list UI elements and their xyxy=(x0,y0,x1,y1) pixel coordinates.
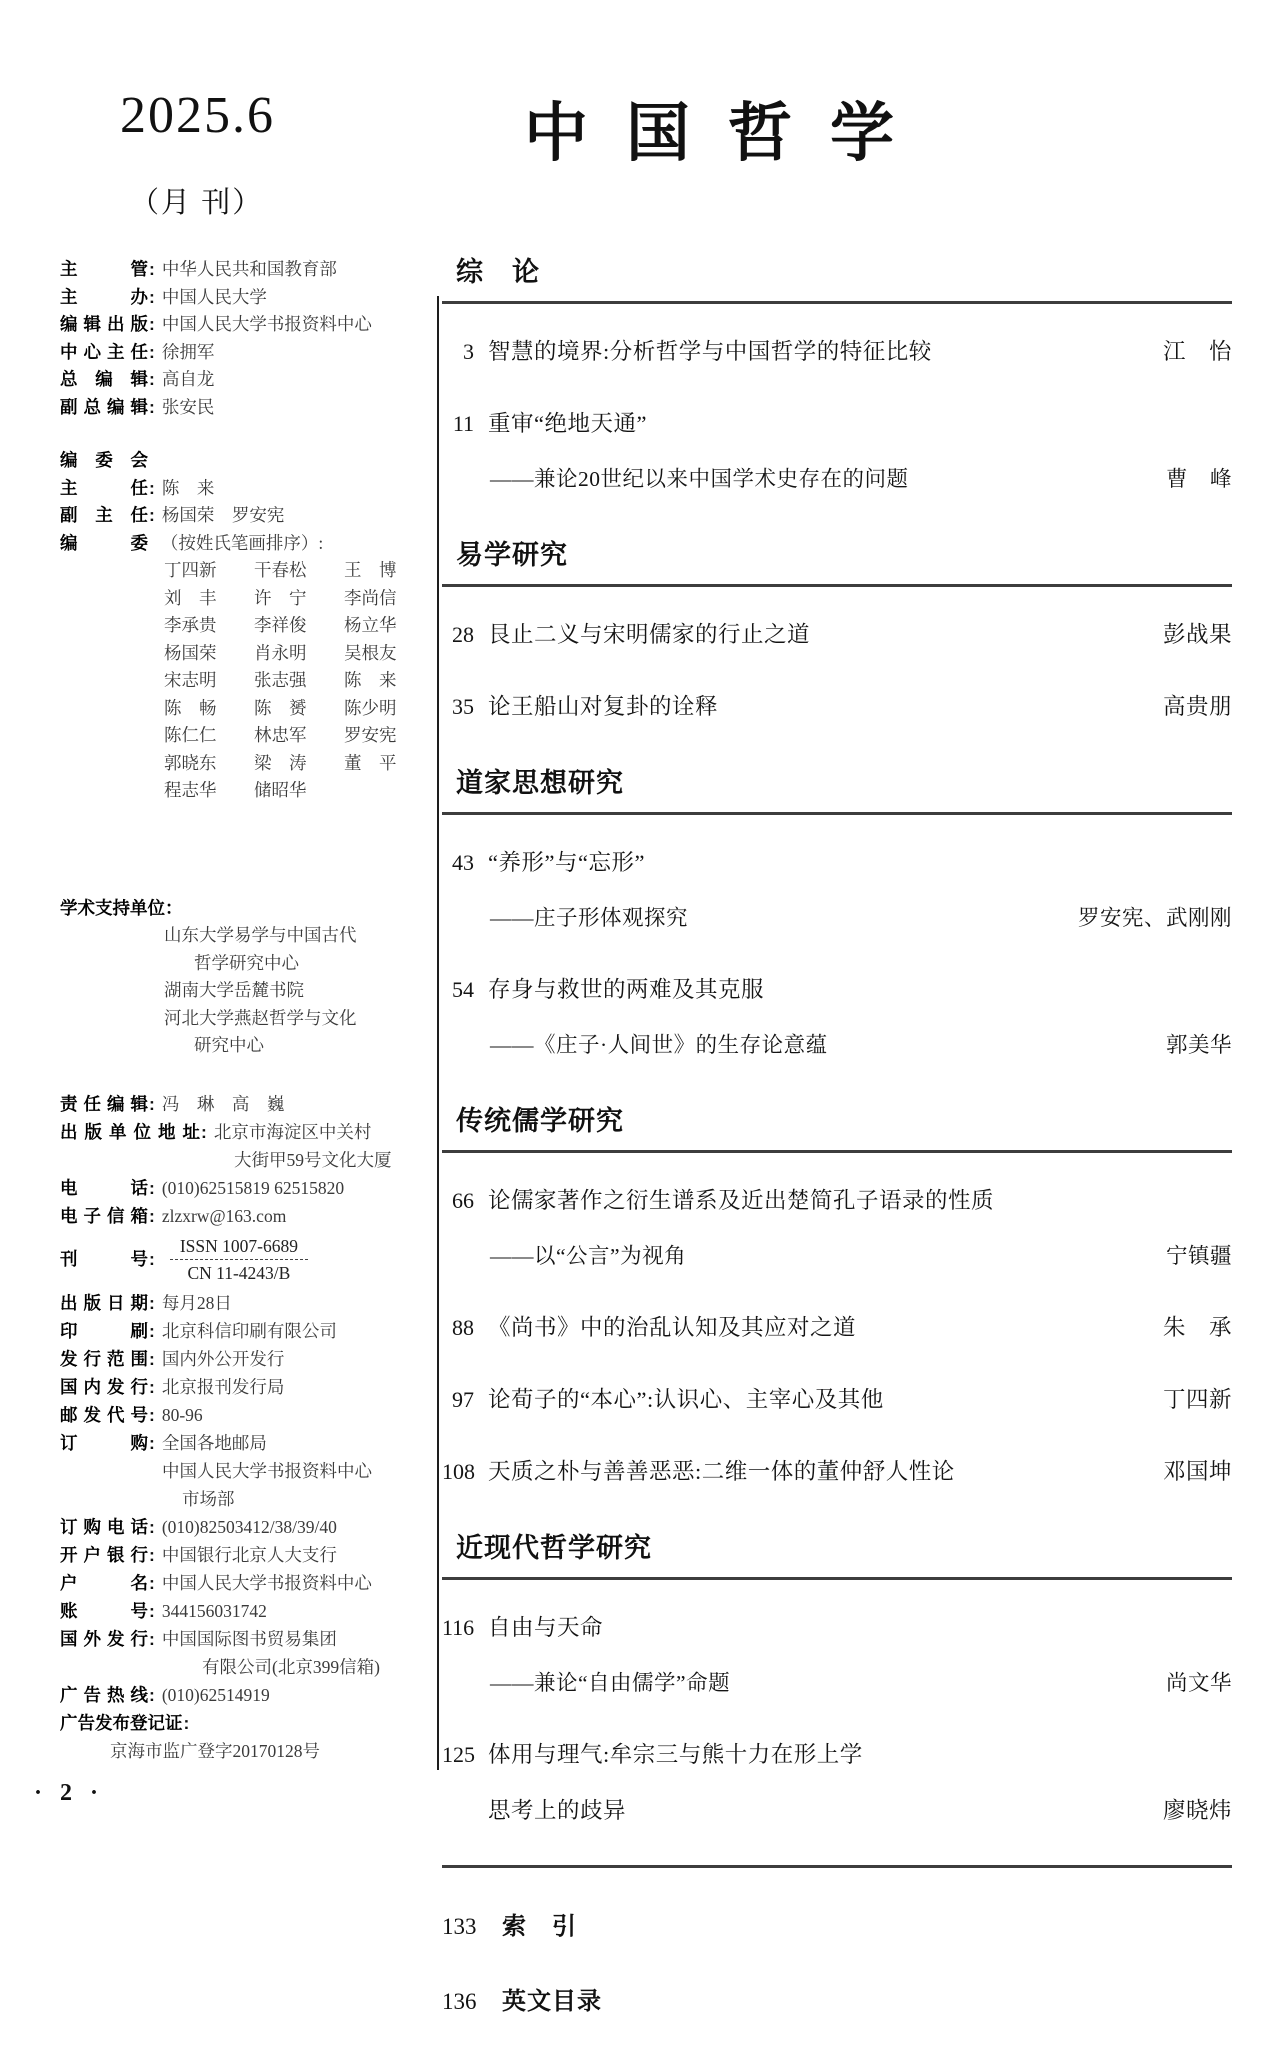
info-label: 刊号 xyxy=(60,1249,148,1269)
info-row xyxy=(60,1625,436,1653)
info-value: 344156031742 xyxy=(161,1600,267,1621)
toc-back-entry xyxy=(442,1906,1232,1941)
info-value: (010)62515819 62515820 xyxy=(161,1177,345,1198)
member-name: 储昭华 xyxy=(254,780,307,800)
academic-support-block xyxy=(60,895,436,1060)
column-divider-line xyxy=(437,296,439,1770)
toc-section-title: 近现代哲学研究 xyxy=(442,1526,1232,1580)
toc-entry-page: 43 xyxy=(452,850,474,875)
toc-entry-author: 罗安宪、武刚刚 xyxy=(1077,906,1232,930)
member-row xyxy=(164,777,436,805)
info-label: 户名 xyxy=(60,1572,148,1593)
member-name: 陈少明 xyxy=(344,697,397,718)
editorial-board-heading-row xyxy=(60,447,436,475)
info-value-line: 有限公司(北京399信箱) xyxy=(202,1656,380,1677)
toc-entry-page: 54 xyxy=(452,977,474,1002)
info-label: 副总编辑 xyxy=(60,396,148,417)
info-value: 中国人民大学书报资料中心 xyxy=(161,1572,372,1593)
info-value: 80-96 xyxy=(161,1404,203,1425)
publication-info-column xyxy=(60,256,436,1765)
info-value: 中国人民大学书报资料中心 xyxy=(161,314,372,334)
member-row xyxy=(164,695,436,723)
member-name: 李承贵 xyxy=(164,615,217,635)
label-colon: : xyxy=(149,1376,155,1397)
toc-section-title: 易学研究 xyxy=(442,533,1232,587)
info-label: 订购电话 xyxy=(60,1516,148,1537)
info-value: 国内外公开发行 xyxy=(161,1348,285,1369)
toc-entry-title: “养形”与“忘形” xyxy=(488,850,645,875)
toc-entry xyxy=(442,689,1232,721)
info-value: 中国国际图书贸易集团 xyxy=(161,1628,337,1649)
info-value-line: 市场部 xyxy=(182,1488,235,1509)
toc-entry-page: 136 xyxy=(442,1989,477,2014)
toc-entry-subtitle: ——兼论20世纪以来中国学术史存在的问题 xyxy=(490,467,909,491)
label-colon: : xyxy=(149,1177,155,1198)
member-name: 董 平 xyxy=(344,752,397,773)
toc-section-title: 传统儒学研究 xyxy=(442,1099,1232,1153)
info-label: 中心主任 xyxy=(60,341,148,362)
info-label: 开户银行 xyxy=(60,1544,148,1565)
academic-support-lines xyxy=(60,922,436,1060)
toc-entry-subtitle: ——《庄子·人间世》的生存论意蕴 xyxy=(490,1033,828,1057)
academic-support-line: 研究中心 xyxy=(194,1035,264,1055)
label-colon: : xyxy=(149,1404,155,1425)
label-colon: : xyxy=(149,1205,155,1226)
label-colon: : xyxy=(149,286,155,307)
info-row xyxy=(60,1090,436,1118)
toc-entry-subtitle-line xyxy=(442,1028,1232,1059)
academic-support-line: 哲学研究中心 xyxy=(194,952,299,973)
academic-support-line: 河北大学燕赵哲学与文化 xyxy=(164,1007,357,1028)
info-label: 副主任 xyxy=(60,505,148,525)
toc-section xyxy=(442,1099,1232,1486)
academic-support-line: 山东大学易学与中国古代 xyxy=(164,925,357,945)
toc-entry-subtitle: ——庄子形体观探究 xyxy=(490,906,689,930)
info-label: 国外发行 xyxy=(60,1628,148,1649)
info-row xyxy=(60,339,436,367)
toc-entry xyxy=(442,1454,1232,1486)
toc-entry-page: 35 xyxy=(452,694,474,719)
info-row xyxy=(60,284,436,312)
member-name: 李祥俊 xyxy=(254,615,307,635)
info-row xyxy=(60,1118,436,1146)
info-row xyxy=(60,1709,436,1737)
member-name: 林忠军 xyxy=(254,725,307,745)
info-label: 广告热线 xyxy=(60,1684,148,1705)
info-value: 陈 来 xyxy=(161,477,215,498)
toc-entry xyxy=(442,1382,1232,1414)
member-name: 陈 赟 xyxy=(254,697,307,718)
member-name: 王 博 xyxy=(344,560,397,580)
label-colon: : xyxy=(149,396,155,417)
toc-section xyxy=(442,250,1232,493)
info-label: 广告发布登记证 xyxy=(60,1712,183,1733)
info-row xyxy=(60,394,436,422)
info-row xyxy=(60,1569,436,1597)
info-label: 印刷 xyxy=(60,1320,148,1341)
toc-section xyxy=(442,1526,1232,1825)
toc-entry-page: 3 xyxy=(463,339,474,364)
info-value: 中华人民共和国教育部 xyxy=(161,259,337,279)
toc-section xyxy=(442,533,1232,721)
toc-entry xyxy=(442,617,1232,649)
info-label: 主办 xyxy=(60,286,148,307)
info-value-line: 中国人民大学书报资料中心 xyxy=(162,1460,372,1481)
info-label: 出版日期 xyxy=(60,1292,148,1313)
info-row xyxy=(60,1401,436,1429)
academic-support-label: 学术支持单位： xyxy=(60,897,183,918)
info-value: 北京科信印刷有限公司 xyxy=(161,1320,337,1341)
toc-entry-title: 索 引 xyxy=(502,1913,577,1940)
member-name: 李尚信 xyxy=(344,587,397,608)
journal-title: 中国哲学 xyxy=(524,98,932,169)
toc-section xyxy=(442,761,1232,1059)
info-row xyxy=(60,1541,436,1569)
member-name: 罗安宪 xyxy=(344,725,397,745)
info-row xyxy=(60,1597,436,1625)
info-label: 国内发行 xyxy=(60,1376,148,1397)
editorial-board-members xyxy=(60,557,436,805)
label-colon xyxy=(149,533,154,553)
member-name: 梁 涛 xyxy=(254,752,307,773)
member-row xyxy=(164,667,436,695)
info-label: 发行范围 xyxy=(60,1348,148,1369)
toc-entry-page: 125 xyxy=(442,1742,475,1767)
issue-number: 2025.6 xyxy=(120,87,275,144)
label-colon: : xyxy=(149,1684,155,1705)
info-value: 高自龙 xyxy=(161,369,215,389)
toc-entry-author: 廖晓炜 xyxy=(1162,1798,1232,1823)
toc-entry-author: 朱 承 xyxy=(1162,1315,1232,1340)
info-row xyxy=(60,475,436,503)
toc-entry xyxy=(442,972,1232,1004)
member-name: 吴根友 xyxy=(344,642,397,663)
toc-entry-subtitle-line xyxy=(442,1239,1232,1270)
toc-entry-page: 97 xyxy=(452,1387,474,1412)
info-row xyxy=(60,1429,436,1457)
member-row xyxy=(164,640,436,668)
toc-entry-author: 彭战果 xyxy=(1162,622,1232,647)
label-colon: : xyxy=(149,1320,155,1341)
label-colon: : xyxy=(149,341,155,362)
info-row xyxy=(60,366,436,394)
info-value: zlzxrw@163.com xyxy=(161,1205,287,1226)
toc-entry-title: 论荀子的“本心”:认识心、主宰心及其他 xyxy=(488,1387,884,1412)
toc-entry-page: 133 xyxy=(442,1914,477,1939)
info-value-line: 京海市监广登字20170128号 xyxy=(110,1740,320,1761)
label-colon: : xyxy=(149,1249,155,1269)
info-label: 账号 xyxy=(60,1600,148,1621)
info-label: 总编辑 xyxy=(60,369,148,389)
toc-entry-page: 116 xyxy=(442,1615,475,1640)
member-name: 陈 来 xyxy=(344,670,397,690)
info-row xyxy=(60,1317,436,1345)
member-name: 许 宁 xyxy=(254,587,307,608)
info-row xyxy=(60,1373,436,1401)
member-name: 杨国荣 xyxy=(164,642,217,663)
toc-entry xyxy=(442,1610,1232,1642)
editorial-board-block xyxy=(60,447,436,805)
member-name: 张志强 xyxy=(254,670,307,690)
label-colon: : xyxy=(149,1348,155,1369)
label-colon: : xyxy=(149,1292,155,1313)
info-value: 北京报刊发行局 xyxy=(161,1376,285,1397)
label-colon: : xyxy=(201,1121,207,1142)
publishing-info-block xyxy=(60,1090,436,1765)
toc-back-entry xyxy=(442,1981,1232,2016)
toc-entry xyxy=(442,1183,1232,1215)
label-colon: : xyxy=(149,1093,155,1114)
info-value: 杨国荣 罗安宪 xyxy=(161,505,285,525)
info-value: (010)62514919 xyxy=(161,1684,270,1705)
toc-entry xyxy=(442,406,1232,438)
member-name: 陈仁仁 xyxy=(164,725,217,745)
info-label: 邮发代号 xyxy=(60,1404,148,1425)
toc-entry-author: 高贵朋 xyxy=(1162,694,1232,719)
info-row xyxy=(60,311,436,339)
info-row xyxy=(60,256,436,284)
label-colon: : xyxy=(183,1712,190,1733)
info-label: 电子信箱 xyxy=(60,1205,148,1226)
toc-section-title: 道家思想研究 xyxy=(442,761,1232,815)
info-label: 编委 xyxy=(60,532,148,553)
toc-entry-title: 存身与救世的两难及其克服 xyxy=(488,977,765,1002)
member-row xyxy=(164,612,436,640)
info-value: 每月28日 xyxy=(161,1292,232,1313)
issn-row xyxy=(60,1233,436,1286)
label-colon: : xyxy=(149,1600,155,1621)
info-value: 中国人民大学 xyxy=(161,286,267,307)
info-value: 张安民 xyxy=(161,396,215,417)
member-name: 陈 畅 xyxy=(164,697,217,718)
info-label: 主管 xyxy=(60,259,148,279)
label-colon: : xyxy=(149,1544,155,1565)
member-name: 杨立华 xyxy=(344,615,397,635)
cn-number: CN 11-4243/B xyxy=(170,1259,308,1286)
info-row xyxy=(60,1681,436,1709)
label-colon: : xyxy=(149,369,155,389)
toc-entry-title: 自由与天命 xyxy=(488,1615,604,1640)
info-value: (010)82503412/38/39/40 xyxy=(161,1516,337,1537)
toc-entry-title: 论王船山对复卦的诠释 xyxy=(488,694,719,719)
toc-entry-author: 曹 峰 xyxy=(1165,467,1232,491)
info-value: 北京市海淀区中关村 xyxy=(213,1121,372,1142)
toc-entry-author: 江 怡 xyxy=(1162,339,1232,364)
toc-back-matter-rule xyxy=(442,1865,1232,1868)
member-name: 程志华 xyxy=(164,780,217,800)
toc-entry-title: 艮止二义与宋明儒家的行止之道 xyxy=(488,622,811,647)
member-row xyxy=(164,750,436,778)
toc-entry xyxy=(442,334,1232,366)
toc-entry-subtitle: ——以“公言”为视角 xyxy=(490,1244,687,1268)
toc-entry-author: 邓国坤 xyxy=(1162,1459,1232,1484)
toc-entry-title: 《尚书》中的治乱认知及其应对之道 xyxy=(488,1315,857,1340)
label-colon: : xyxy=(149,1628,155,1649)
info-label: 主任 xyxy=(60,477,148,498)
label-colon: : xyxy=(149,314,155,334)
toc-entry-title: 天质之朴与善善恶恶:二维一体的董仲舒人性论 xyxy=(488,1459,955,1484)
info-value: （按姓氏笔画排序）: xyxy=(160,532,324,553)
toc-entry-author: 丁四新 xyxy=(1162,1387,1232,1412)
toc-entry-subtitle-line xyxy=(442,462,1232,493)
info-label: 责任编辑 xyxy=(60,1093,148,1114)
basic-info-block xyxy=(60,256,436,421)
toc-entry-title: 英文目录 xyxy=(502,1988,602,2015)
member-row xyxy=(164,722,436,750)
info-value: 冯 琳 高 巍 xyxy=(161,1093,285,1114)
info-value: 徐拥军 xyxy=(161,341,215,362)
info-value-line: 大街甲59号文化大厦 xyxy=(234,1149,392,1170)
toc-entry xyxy=(442,845,1232,877)
toc-entry xyxy=(442,1737,1232,1769)
toc-entry-author: 尚文华 xyxy=(1165,1671,1232,1695)
toc-entry xyxy=(442,1310,1232,1342)
table-of-contents xyxy=(442,250,1232,2056)
info-label: 订购 xyxy=(60,1432,148,1453)
member-name: 刘 丰 xyxy=(164,587,217,608)
info-value: 中国银行北京人大支行 xyxy=(161,1544,337,1565)
info-label: 出版单位地址 xyxy=(60,1121,200,1142)
member-name: 肖永明 xyxy=(254,642,307,663)
info-row xyxy=(60,1174,436,1202)
label-colon: : xyxy=(149,1516,155,1537)
toc-section-title: 综 论 xyxy=(442,250,1232,304)
toc-entry-page: 11 xyxy=(452,411,474,436)
label-colon: : xyxy=(149,259,155,279)
label-colon: : xyxy=(149,477,155,498)
toc-entry-title: 重审“绝地天通” xyxy=(488,411,647,436)
toc-entry-page: 28 xyxy=(452,622,474,647)
label-colon: : xyxy=(149,1432,155,1453)
toc-entry-title: 体用与理气:牟宗三与熊十力在形上学 xyxy=(488,1742,863,1767)
toc-entry-author: 郭美华 xyxy=(1165,1033,1232,1057)
toc-entry-title-continuation: 思考上的歧异 xyxy=(488,1798,627,1823)
academic-support-line: 湖南大学岳麓书院 xyxy=(164,980,304,1000)
editorial-board-rows xyxy=(60,475,436,558)
info-row xyxy=(60,1513,436,1541)
toc-entry-page: 108 xyxy=(442,1459,475,1484)
info-value: 全国各地邮局 xyxy=(161,1432,267,1453)
member-name: 宋志明 xyxy=(164,670,217,690)
member-name: 郭晓东 xyxy=(164,752,217,773)
label-colon: : xyxy=(149,505,155,525)
member-row xyxy=(164,585,436,613)
info-row xyxy=(60,530,436,558)
toc-entry-title: 智慧的境界:分析哲学与中国哲学的特征比较 xyxy=(488,339,932,364)
toc-entry-subtitle-line xyxy=(442,1666,1232,1697)
toc-entry-author: 宁镇疆 xyxy=(1165,1244,1232,1268)
info-row xyxy=(60,502,436,530)
toc-entry-subtitle-line xyxy=(442,901,1232,932)
issn-number: ISSN 1007-6689 xyxy=(179,1235,298,1256)
label-colon: : xyxy=(149,1572,155,1593)
toc-entry-title: 论儒家著作之衍生谱系及近出楚简孔子语录的性质 xyxy=(488,1188,995,1213)
issn-cn-stack xyxy=(170,1233,308,1286)
info-label: 电话 xyxy=(60,1177,148,1198)
toc-entry-page: 66 xyxy=(452,1188,474,1213)
toc-entry-page: 88 xyxy=(452,1315,474,1340)
info-label: 编辑出版 xyxy=(60,314,148,334)
info-row xyxy=(60,1202,436,1230)
toc-entry-continuation-line xyxy=(442,1793,1232,1825)
editorial-board-heading: 编委会 xyxy=(60,450,148,470)
member-row xyxy=(164,557,436,585)
toc-entry-subtitle: ——兼论“自由儒学”命题 xyxy=(490,1671,731,1695)
member-name: 丁四新 xyxy=(164,560,217,580)
info-row xyxy=(60,1345,436,1373)
page-number: · 2 · xyxy=(34,1780,105,1806)
info-row xyxy=(60,1289,436,1317)
issue-frequency: （月 刊） xyxy=(130,187,264,219)
member-name: 干春松 xyxy=(254,560,307,580)
